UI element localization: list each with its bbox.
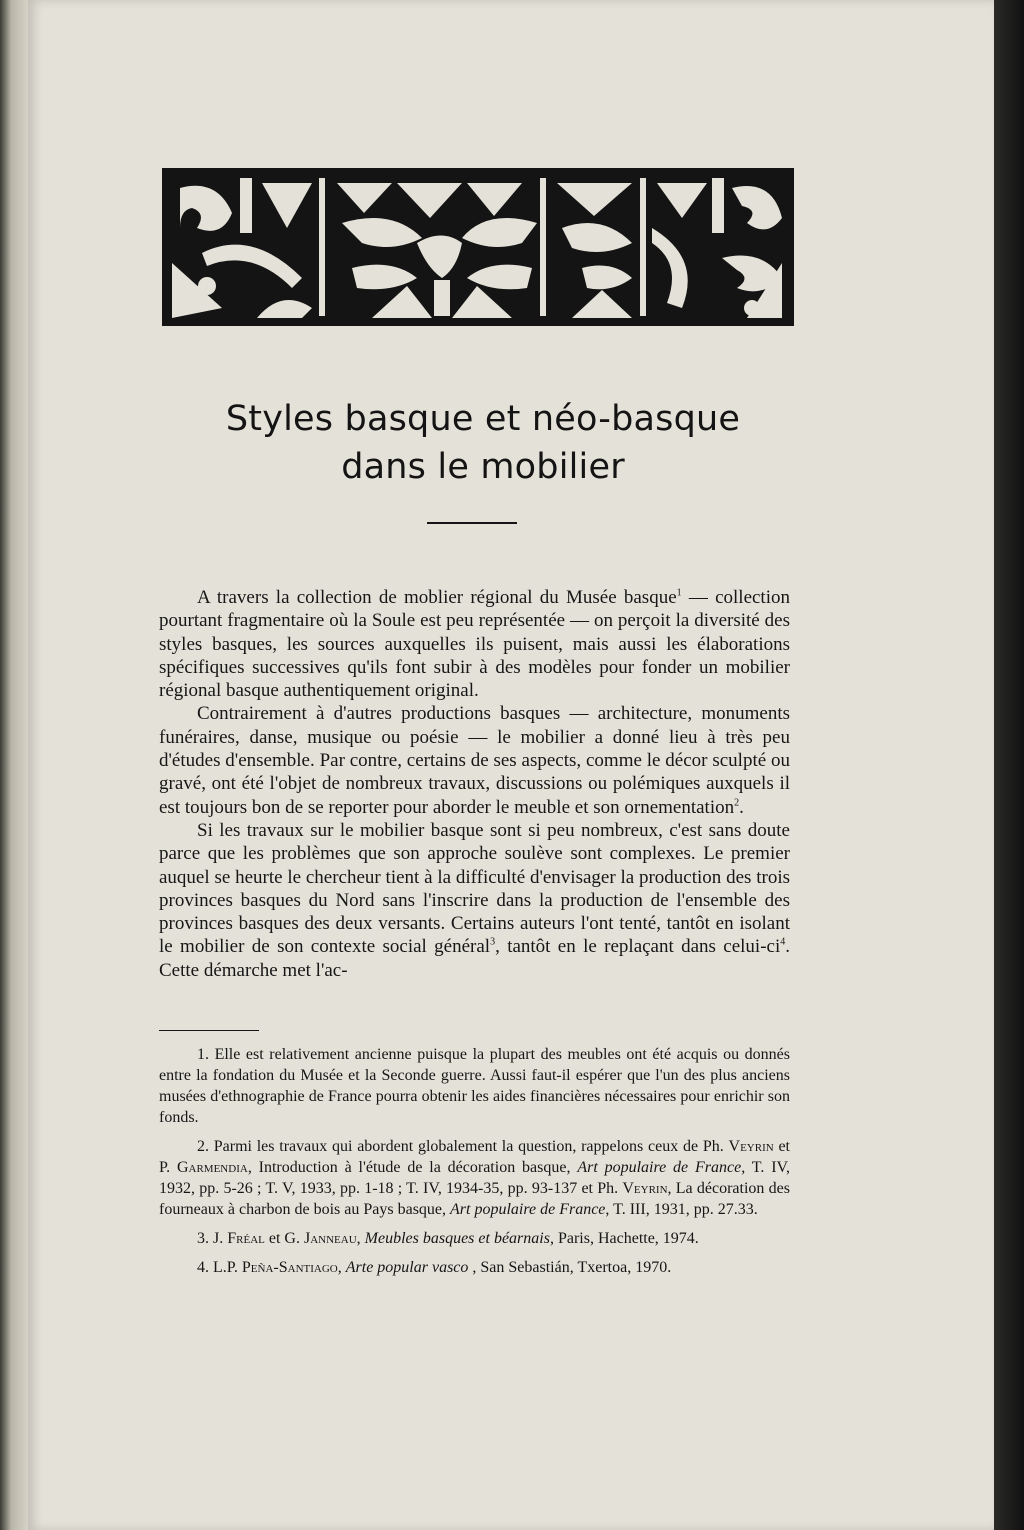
footnote-text: , (337, 1259, 346, 1276)
paragraph-text: Si les travaux sur le mobilier basque sont si peu nombreux, c'est sans doute parce que les problèmes que son approche soulève sont complexes. Le premier auquel se heurte le chercheur tient à la difficulté d'envisager la production des trois provinces basques du Nord sans l'inscrire dans la production de l'ensemble des provinces basques des deux versants. Certains auteurs l'ont tenté, tantôt en isolant le mobilier de son contexte social général (159, 819, 790, 958)
title-line-2: dans le mobilier (341, 447, 625, 487)
paragraph-1 (159, 586, 790, 702)
paragraph-text: A travers la collection de moblier régional du Musée basque (197, 587, 677, 608)
footnote-text: , Paris, Hachette, 1974. (549, 1230, 699, 1247)
footnote-2 (159, 1136, 790, 1220)
publication-title: Art populaire de France (577, 1159, 742, 1176)
publication-title: Meubles basques et béarnais (364, 1230, 550, 1247)
paragraph-text: Contrairement à d'autres productions basques — architecture, monuments funéraires, danse, musique ou poésie — le mobilier a donné lieu à très peu d'études d'ensemble. Par contre, certains de ses aspects, comme le décor sculpté ou gravé, ont été l'objet de nombreux travaux, discussions ou polémiques auxquels il est toujours bon de se reporter pour aborder le meuble et son ornementation (159, 703, 790, 818)
author-name: Janneau (303, 1230, 357, 1247)
title-line-1: Styles basque et néo-basque (225, 399, 741, 439)
footnote-ref-3: 3 (490, 937, 496, 949)
footnote-4 (159, 1257, 790, 1278)
article-title (90, 395, 876, 491)
footnote-text: , T. IV, 1932, pp. 5-26 ; T. V, 1933, pp. 1-18 ; T. IV, 1934-35, pp. 93-137 et Ph. (159, 1159, 791, 1197)
paragraph-3 (159, 819, 790, 982)
footnote-ref-4: 4 (780, 937, 786, 949)
footnote-ref-1: 1 (676, 587, 682, 599)
page-edge-shadow (994, 0, 1024, 1530)
footnotes (159, 1044, 790, 1286)
footnote-text: , (356, 1230, 365, 1247)
paragraph-text: , tantôt en le replaçant dans celui-ci (495, 936, 781, 958)
basque-ornament-banner (162, 168, 794, 326)
footnote-ref-2: 2 (734, 797, 740, 809)
footnote-text: et G. (264, 1230, 304, 1247)
article-body (159, 586, 790, 982)
footnote-text: 4. L.P. (197, 1259, 242, 1276)
footnote-separator (159, 1030, 259, 1031)
book-spine-shadow (0, 0, 28, 1530)
footnote-text: , T. III, 1931, pp. 27.33. (605, 1201, 758, 1218)
publication-title: Art populaire de France (450, 1201, 606, 1218)
author-name: Peña-Santiago (241, 1259, 338, 1276)
publication-title: Arte popular vasco (345, 1259, 469, 1276)
footnote-text: , La décoration des fourneaux à charbon de bois au Pays basque, (159, 1180, 790, 1218)
author-name: Veyrin (728, 1138, 774, 1155)
title-divider (427, 522, 517, 524)
author-name: Fréal (227, 1230, 265, 1247)
footnote-text: , San Sebastián, Txertoa, 1970. (468, 1259, 672, 1276)
paragraph-text: . (739, 796, 744, 818)
footnote-1: 1. Elle est relativement ancienne puisque la plupart des meubles ont été acquis ou donnés entre la fondation du Musée et la Seconde guerre. Aussi faut-il espérer que l'un des plus anciens musées d'ethnographie de France pourra obtenir les aides financières nécessaires pour enrichir son fonds. (159, 1046, 790, 1126)
footnote-text: 2. Parmi les travaux qui abordent globalement la question, rappelons ceux de Ph. (197, 1138, 729, 1155)
footnote-text: 3. J. (197, 1230, 228, 1247)
paragraph-text: — collection pourtant fragmentaire où la Soule est peu représentée — on perçoit la diversité des styles basques, les sources auxquelles ils puisent, mais aussi les élaborations spécifiques successives qu'ils font subir à des modèles pour fonder un mobilier régional basque authentiquement original. (159, 587, 790, 702)
paragraph-text: . Cette démarche met l'ac- (159, 936, 791, 981)
footnote-3 (159, 1228, 790, 1249)
paragraph-2 (159, 702, 790, 818)
footnote-text: , Introduction à l'étude de la décoration basque, (247, 1159, 578, 1176)
footnote-text: et P. (159, 1138, 790, 1176)
author-name: Veyrin (622, 1180, 668, 1197)
author-name: Garmendia (176, 1159, 248, 1176)
